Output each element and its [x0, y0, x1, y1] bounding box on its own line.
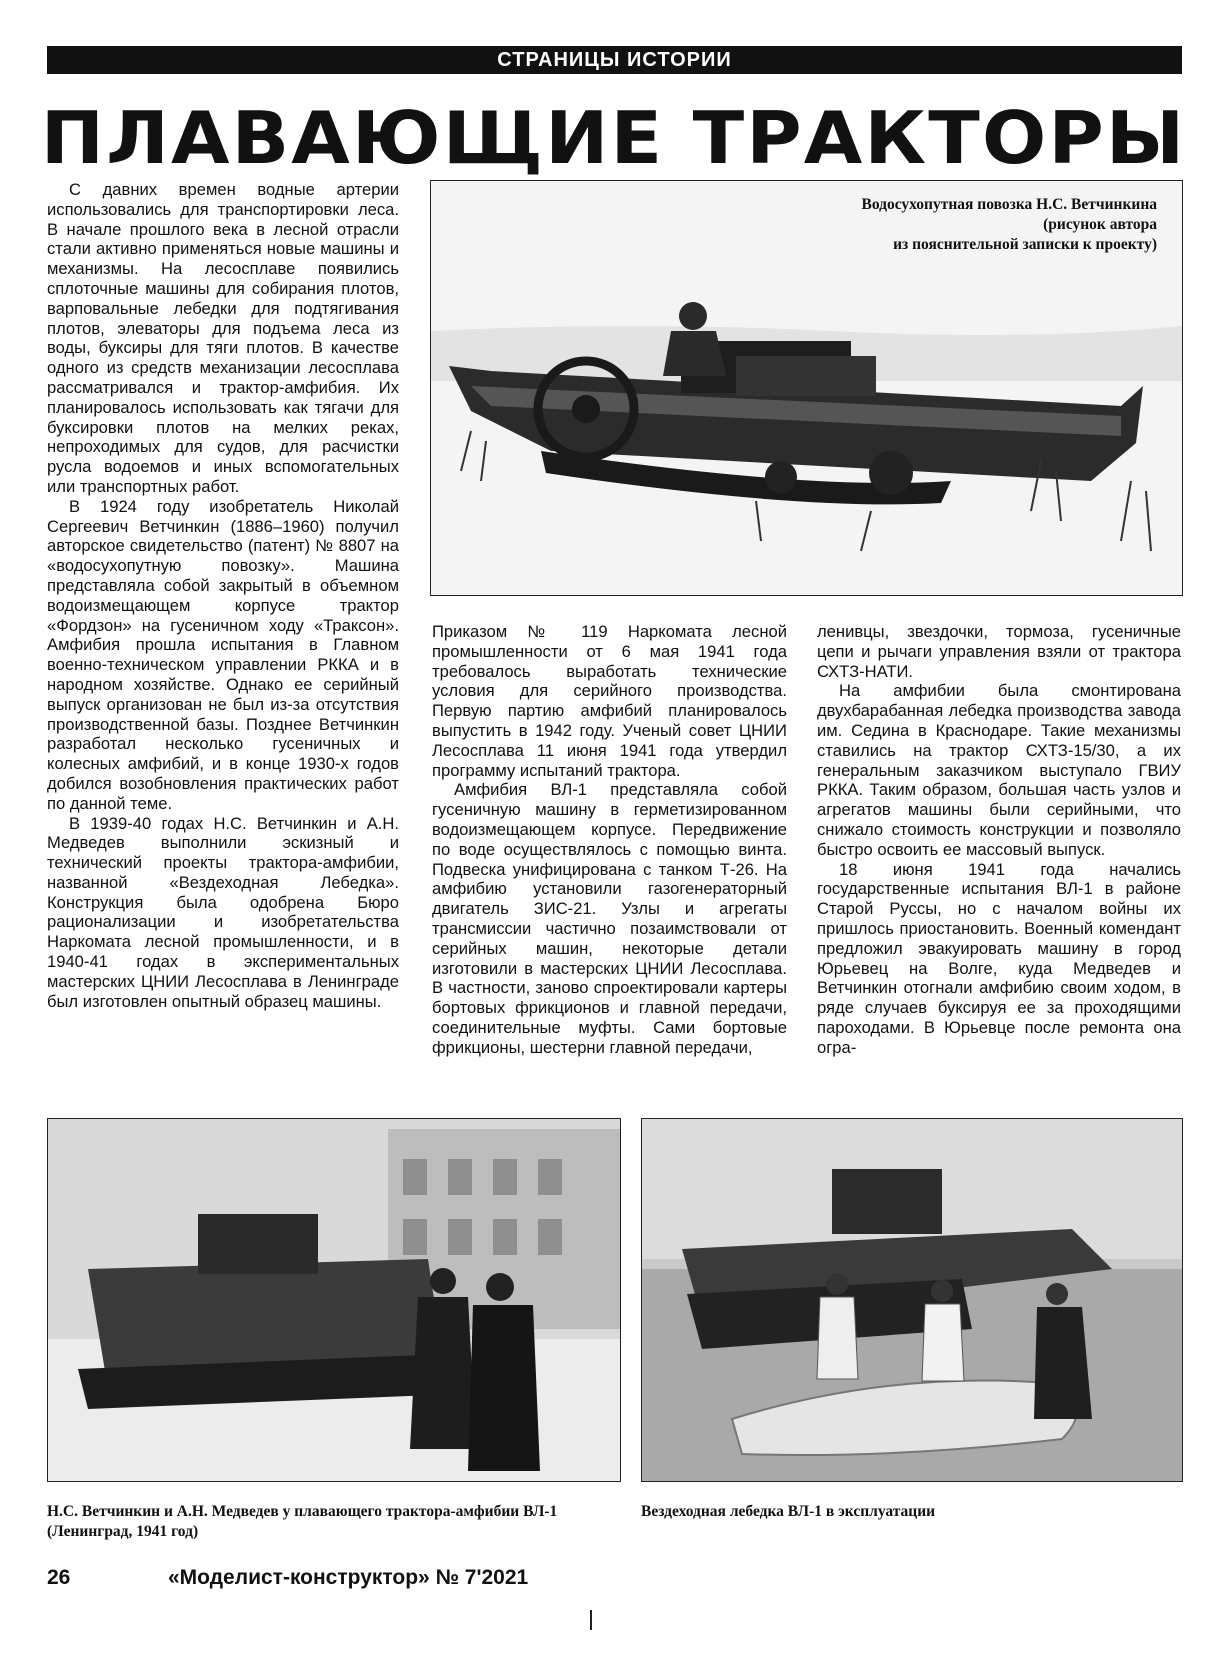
photo-vl1-in-operation-image: [642, 1119, 1182, 1481]
drawing-caption-line: Водосухопутная повозка Н.С. Ветчинкина: [861, 196, 1157, 213]
paragraph: В 1939-40 годах Н.С. Ветчинкин и А.Н. Медведев выполнили эскизный и технический проекты трактора-амфибии, названной «Вездеходная Лебедка». Конструкция была одобрена Бюро рационализации и изобретательства Наркомата лесной промышленности, и в 1940-41 годах в экспериментальных мастерских ЦНИИ Лесосплава в Ленинграде был изготовлен опытный образец машины.: [47, 813, 399, 1011]
drawing-caption-line: из пояснительной записки к проекту): [893, 236, 1157, 253]
paragraph: В 1924 году изобретатель Николай Сергеевич Ветчинкин (1886–1960) получил авторское свидетельство (патент) № 8807 на «водосухопутную повозку». Машина представляла собой закрытый в объемном водоизмещающем корпусе трактор «Фордзон» на гусеничном ходу «Траксон». Амфибия прошла испытания в Главном военно-техническом управлении РККА и в народном хозяйстве. Однако ее серийный выпуск организован не был из-за отсутствия производственной базы. Позднее Ветчинкин разработал несколько гусеничных и колесных амфибий, и в конце 1930-х годов добился возобновления практических работ по данной теме.: [47, 496, 399, 813]
photo-vl1-leningrad-image: [48, 1119, 620, 1481]
photo-vl1-leningrad: [47, 1118, 621, 1482]
drawing-caption-line: (рисунок автора: [1043, 216, 1157, 233]
section-header: СТРАНИЦЫ ИСТОРИИ: [47, 46, 1182, 74]
photo-vl1-in-operation: [641, 1118, 1183, 1482]
text-column-2: [432, 622, 787, 1058]
paragraph: На амфибии была смонтирована двухбарабанная лебедка производства завода им. Седина в Краснодаре. Такие механизмы ставились на трактор СХТЗ-15/30, а их генеральным заказчиком выступало ГВИУ РККА. Таким образом, большая часть узлов и агрегатов машины были серийными, что снижало стоимость конструкции и позволяло быстро освоить ее массовый выпуск.: [817, 681, 1181, 859]
paragraph: 18 июня 1941 года начались государственные испытания ВЛ-1 в районе Старой Руссы, но с началом войны их пришлось приостановить. Военный комендант предложил эвакуировать машину в город Юрьевец на Волге, куда Медведев и Ветчинкин отогнали амфибию своим ходом, в ряде случаев буксируя ее за проходящими пароходами. В Юрьевце после ремонта она огра-: [817, 859, 1181, 1057]
photo-left-caption: Н.С. Ветчинкин и А.Н. Медведев у плавающего трактора-амфибии ВЛ-1 (Ленинград, 1941 год): [47, 1503, 558, 1540]
drawing-amphibian-cart: [430, 180, 1183, 596]
drawing-caption: [861, 195, 1157, 255]
paragraph: Амфибия ВЛ-1 представляла собой гусеничную машину в герметизированном водоизмещающем корпусе. Передвижение по воде осуществлялось с помощью винта. Подвеска унифицирована с танком Т-26. На амфибию установили газогенераторный двигатель ЗИС-21. Узлы и агрегаты трансмиссии частично позаимствовали от серийных машин, некоторые детали изготовили в мастерских ЦНИИ Лесосплава. В частности, заново спроектировали картеры бортовых фрикционов и главной передачи, соединительные муфты. Сами бортовые фрикционы, шестерни главной передачи,: [432, 780, 787, 1057]
article-title: ПЛАВАЮЩИЕ ТРАКТОРЫ: [40, 96, 1187, 180]
page-mark: [590, 1610, 592, 1630]
text-column-3: [817, 622, 1181, 1058]
paragraph: Приказом № 119 Наркомата лесной промышленности от 6 мая 1941 года требовалось выработать технические условия для серийного производства. Первую партию амфибий планировалось выпустить в 1942 году. Ученый совет ЦНИИ Лесосплава 11 июня 1941 года утвердил программу испытаний трактора.: [432, 622, 787, 780]
text-column-1: [47, 180, 399, 1011]
paragraph: ленивцы, звездочки, тормоза, гусеничные цепи и рычаги управления взяли от трактора СХТЗ-НАТИ.: [817, 622, 1181, 681]
photo-right-caption: Вездеходная лебедка ВЛ-1 в эксплуатации: [641, 1503, 936, 1520]
paragraph: С давних времен водные артерии использовались для транспортировки леса. В начале прошлого века в лесной отрасли стали активно применяться новые машины и механизмы. На лесосплаве появились сплоточные машины для собирания плотов, варповальные лебедки для подтягивания плотов, элеваторы для подъема леса из воды, буксиры для тяги плотов. В качестве одного из средств механизации лесосплава рассматривался и трактор-амфибия. Их планировалось использовать как тягачи для буксировки плотов на мелких реках, непроходимых для судов, для расчистки русла водоемов и иных вспомогательных или транспортных работ.: [47, 180, 399, 496]
page-number: 26: [47, 1566, 71, 1589]
magazine-name: «Моделист-конструктор» № 7'2021: [168, 1566, 529, 1589]
